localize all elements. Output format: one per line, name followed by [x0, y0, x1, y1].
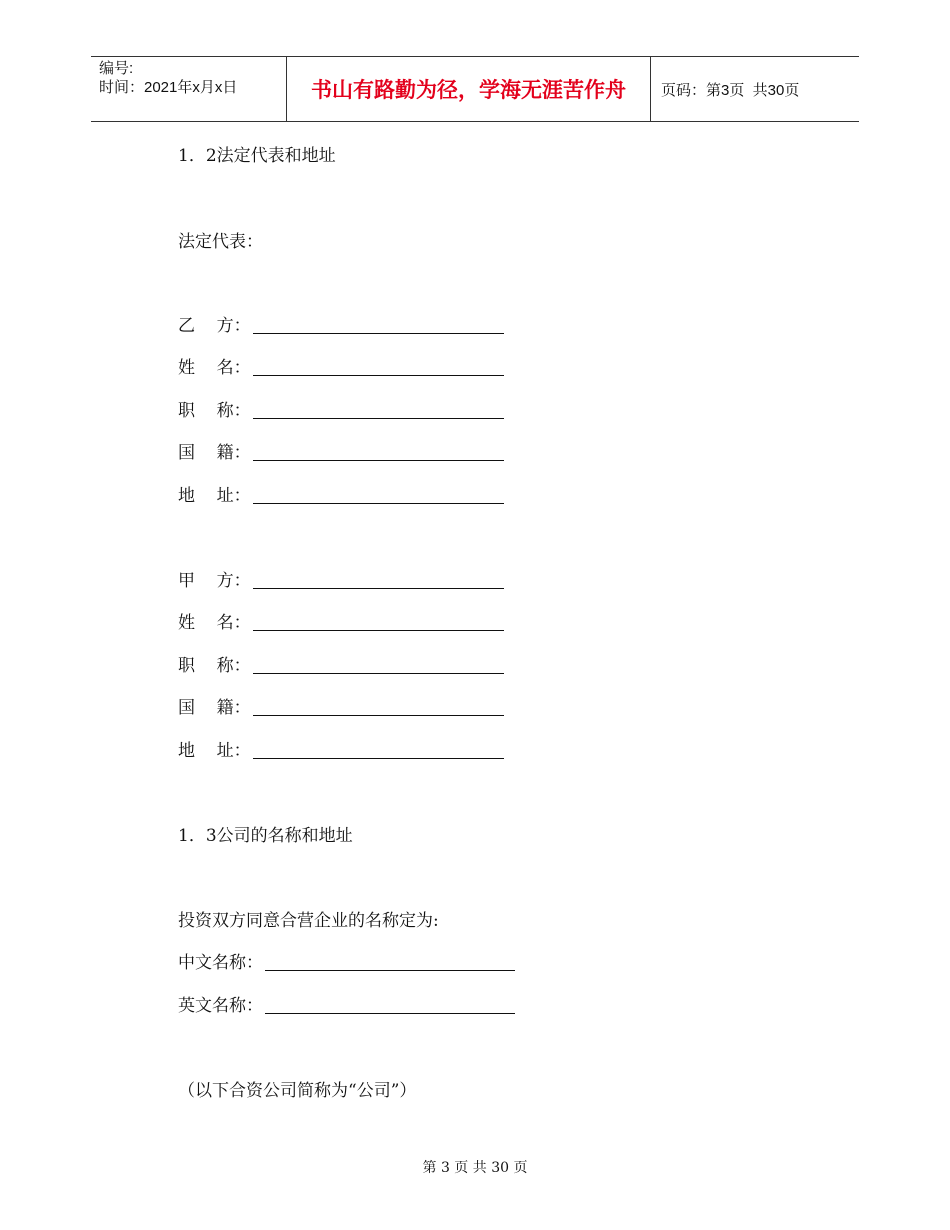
blank-line[interactable] — [253, 333, 504, 334]
field-label: 地 址： — [178, 486, 251, 506]
party-a-field — [178, 571, 504, 591]
party-b-name-field — [178, 358, 504, 378]
blank-line[interactable] — [253, 460, 504, 461]
field-label: 姓 名： — [178, 613, 251, 633]
time-label: 时间：2021年x月x日 — [99, 79, 238, 96]
chinese-name-field — [178, 953, 515, 973]
serial-label: 编号: — [99, 60, 134, 77]
blank-line[interactable] — [265, 970, 515, 971]
blank-line[interactable] — [253, 588, 504, 589]
english-name-field — [178, 996, 515, 1016]
party-a-nationality-field — [178, 698, 504, 718]
blank-line[interactable] — [253, 630, 504, 631]
party-a-address-field — [178, 741, 504, 761]
field-label: 地 址： — [178, 741, 251, 761]
field-label: 国 籍： — [178, 698, 251, 718]
party-a-title-field — [178, 656, 504, 676]
page-footer: 第 3 页 共 30 页 — [422, 1160, 528, 1176]
blank-line[interactable] — [253, 418, 504, 419]
field-label: 甲 方： — [178, 571, 251, 591]
field-label: 国 籍： — [178, 443, 251, 463]
blank-line[interactable] — [265, 1013, 515, 1014]
legal-rep-label: 法定代表： — [178, 232, 263, 252]
field-label: 中文名称： — [178, 953, 263, 973]
header-motto: 书山有路勤为径，学海无涯苦作舟 — [311, 78, 626, 102]
blank-line[interactable] — [253, 758, 504, 759]
party-a-name-field — [178, 613, 504, 633]
header-motto-cell — [287, 57, 651, 121]
section-title-1-3: 1．3公司的名称和地址 — [178, 826, 353, 846]
header-page-info: 页码：第3页 共30页 — [661, 81, 800, 99]
header-meta — [91, 57, 287, 121]
company-name-intro: 投资双方同意合营企业的名称定为: — [178, 911, 439, 931]
party-b-address-field — [178, 486, 504, 506]
party-b-nationality-field — [178, 443, 504, 463]
blank-line[interactable] — [253, 375, 504, 376]
section-title-1-2: 1．2法定代表和地址 — [178, 146, 336, 166]
party-b-field — [178, 316, 504, 336]
page-header — [91, 56, 859, 122]
field-label: 乙 方： — [178, 316, 251, 336]
field-label: 职 称： — [178, 401, 251, 421]
field-label: 职 称： — [178, 656, 251, 676]
blank-line[interactable] — [253, 673, 504, 674]
field-label: 姓 名： — [178, 358, 251, 378]
party-b-title-field — [178, 401, 504, 421]
company-short-name-note: （以下合资公司简称为“公司”） — [178, 1081, 417, 1101]
blank-line[interactable] — [253, 715, 504, 716]
field-label: 英文名称： — [178, 996, 263, 1016]
blank-line[interactable] — [253, 503, 504, 504]
header-page-cell — [651, 57, 859, 121]
